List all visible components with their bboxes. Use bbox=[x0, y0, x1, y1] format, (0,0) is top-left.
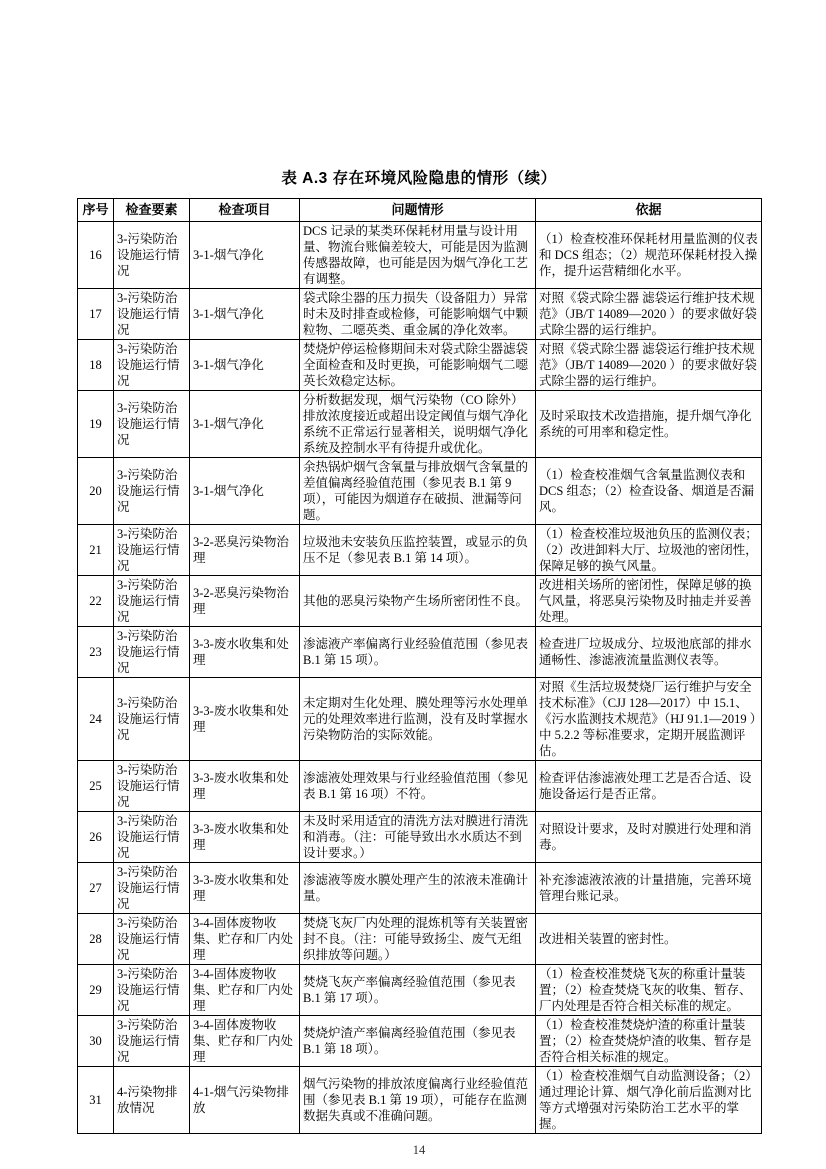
cell-basis: 改进相关装置的密封性。 bbox=[536, 914, 762, 965]
cell-element: 4-污染物排放情况 bbox=[114, 1067, 190, 1134]
cell-no: 27 bbox=[78, 863, 114, 914]
cell-problem: 分析数据发现，烟气污染物（CO 除外）排放浓度接近或超出设定阈值与烟气净化系统不正常运行显著相关，说明烟气净化系统及控制水平有待提升或优化。 bbox=[300, 391, 536, 458]
cell-no: 26 bbox=[78, 812, 114, 863]
cell-basis: （1）检查校准焚烧炉渣的称重计量装置；（2）检查焚烧炉渣的收集、暂存是否符合相关标准的规定。 bbox=[536, 1016, 762, 1067]
cell-no: 16 bbox=[78, 222, 114, 289]
cell-element: 3-污染防治设施运行情况 bbox=[114, 863, 190, 914]
cell-element: 3-污染防治设施运行情况 bbox=[114, 914, 190, 965]
cell-basis: 改进相关场所的密闭性，保障足够的换气风量，将恶臭污染物及时抽走并妥善处理。 bbox=[536, 576, 762, 627]
cell-basis: 检查进厂垃圾成分、垃圾池底部的排水通畅性、渗滤液流量监测仪表等。 bbox=[536, 627, 762, 678]
cell-element: 3-污染防治设施运行情况 bbox=[114, 289, 190, 340]
cell-basis: （1）检查校准环保耗材用量监测的仪表和 DCS 组态；（2）规范环保耗材投入操作，提升运营精细化水平。 bbox=[536, 222, 762, 289]
cell-item: 3-3-废水收集和处理 bbox=[190, 761, 300, 812]
column-header-no: 序号 bbox=[78, 199, 114, 222]
cell-problem: 焚烧炉渣产率偏离经验值范围（参见表 B.1 第 18 项）。 bbox=[300, 1016, 536, 1067]
cell-no: 25 bbox=[78, 761, 114, 812]
cell-item: 3-3-废水收集和处理 bbox=[190, 863, 300, 914]
cell-problem: 袋式除尘器的压力损失（设备阻力）异常时未及时排查或检修，可能影响烟气中颗粒物、二噁英类、重金属的净化效率。 bbox=[300, 289, 536, 340]
table-row bbox=[78, 289, 762, 340]
risk-table bbox=[77, 198, 762, 1134]
cell-problem: 焚烧炉停运检修期间未对袋式除尘器滤袋全面检查和及时更换，可能影响烟气二噁英长效稳定达标。 bbox=[300, 340, 536, 391]
cell-element: 3-污染防治设施运行情况 bbox=[114, 627, 190, 678]
cell-problem: 焚烧飞灰厂内处理的混炼机等有关装置密封不良。（注：可能导致扬尘、废气无组织排放等问题。） bbox=[300, 914, 536, 965]
cell-element: 3-污染防治设施运行情况 bbox=[114, 812, 190, 863]
cell-no: 30 bbox=[78, 1016, 114, 1067]
cell-no: 23 bbox=[78, 627, 114, 678]
cell-basis: （1）检查校准垃圾池负压的监测仪表；（2）改进卸料大厅、垃圾池的密闭性，保障足够的换气风量。 bbox=[536, 525, 762, 576]
table-row bbox=[78, 1016, 762, 1067]
cell-basis: 对照《袋式除尘器 滤袋运行维护技术规范》（JB/T 14089—2020 ）的要求做好袋式除尘器的运行维护。 bbox=[536, 289, 762, 340]
cell-item: 3-1-烟气净化 bbox=[190, 222, 300, 289]
table-row bbox=[78, 391, 762, 458]
cell-item: 3-3-废水收集和处理 bbox=[190, 678, 300, 761]
cell-basis: 对照《生活垃圾焚烧厂运行维护与安全技术标准》（CJJ 128—2017）中 15.1、《污水监测技术规范》（HJ 91.1—2019 ）中 5.2.2 等标准要求，定期开展监测评估。 bbox=[536, 678, 762, 761]
table-row bbox=[78, 914, 762, 965]
cell-no: 31 bbox=[78, 1067, 114, 1134]
cell-item: 3-3-废水收集和处理 bbox=[190, 627, 300, 678]
cell-problem: 渗滤液处理效果与行业经验值范围（参见表 B.1 第 16 项）不符。 bbox=[300, 761, 536, 812]
cell-problem: 渗滤液产率偏离行业经验值范围（参见表 B.1 第 15 项）。 bbox=[300, 627, 536, 678]
page-number: 14 bbox=[412, 1143, 426, 1157]
table-row bbox=[78, 525, 762, 576]
cell-problem: 其他的恶臭污染物产生场所密闭性不良。 bbox=[300, 576, 536, 627]
cell-element: 3-污染防治设施运行情况 bbox=[114, 222, 190, 289]
cell-no: 22 bbox=[78, 576, 114, 627]
cell-item: 3-1-烟气净化 bbox=[190, 391, 300, 458]
cell-problem: 焚烧飞灰产率偏离经验值范围（参见表 B.1 第 17 项）。 bbox=[300, 965, 536, 1016]
cell-element: 3-污染防治设施运行情况 bbox=[114, 458, 190, 525]
cell-problem: 未定期对生化处理、膜处理等污水处理单元的处理效率进行监测，没有及时掌握水污染物防治的实际效能。 bbox=[300, 678, 536, 761]
cell-item: 3-4-固体废物收集、贮存和厂内处理 bbox=[190, 1016, 300, 1067]
cell-item: 3-1-烟气净化 bbox=[190, 458, 300, 525]
cell-basis: 对照《袋式除尘器 滤袋运行维护技术规范》（JB/T 14089—2020 ）的要求做好袋式除尘器的运行维护。 bbox=[536, 340, 762, 391]
cell-basis: 及时采取技术改造措施，提升烟气净化系统的可用率和稳定性。 bbox=[536, 391, 762, 458]
cell-no: 17 bbox=[78, 289, 114, 340]
column-header-basis: 依据 bbox=[536, 199, 762, 222]
column-header-element: 检查要素 bbox=[114, 199, 190, 222]
table-row bbox=[78, 627, 762, 678]
cell-basis: （1）检查校准烟气自动监测设备；（2）通过理论计算、烟气净化前后监测对比等方式增强对污染防治工艺水平的掌握。 bbox=[536, 1067, 762, 1134]
cell-problem: 烟气污染物的排放浓度偏离行业经验值范围（参见表 B.1 第 19 项），可能存在监测数据失真或不准确问题。 bbox=[300, 1067, 536, 1134]
cell-item: 3-1-烟气净化 bbox=[190, 289, 300, 340]
cell-element: 3-污染防治设施运行情况 bbox=[114, 576, 190, 627]
cell-no: 20 bbox=[78, 458, 114, 525]
column-header-item: 检查项目 bbox=[190, 199, 300, 222]
table-row bbox=[78, 576, 762, 627]
cell-basis: 检查评估渗滤液处理工艺是否合适、设施设备运行是否正常。 bbox=[536, 761, 762, 812]
cell-element: 3-污染防治设施运行情况 bbox=[114, 391, 190, 458]
table-row bbox=[78, 863, 762, 914]
cell-item: 3-2-恶臭污染物治理 bbox=[190, 576, 300, 627]
table-row bbox=[78, 1067, 762, 1134]
cell-no: 21 bbox=[78, 525, 114, 576]
cell-item: 3-4-固体废物收集、贮存和厂内处理 bbox=[190, 965, 300, 1016]
table-header-row bbox=[78, 199, 762, 222]
cell-item: 4-1-烟气污染物排放 bbox=[190, 1067, 300, 1134]
cell-item: 3-1-烟气净化 bbox=[190, 340, 300, 391]
table-row bbox=[78, 222, 762, 289]
cell-item: 3-3-废水收集和处理 bbox=[190, 812, 300, 863]
cell-no: 24 bbox=[78, 678, 114, 761]
table-row bbox=[78, 458, 762, 525]
cell-element: 3-污染防治设施运行情况 bbox=[114, 761, 190, 812]
cell-element: 3-污染防治设施运行情况 bbox=[114, 678, 190, 761]
cell-problem: 垃圾池未安装负压监控装置，或显示的负压不足（参见表 B.1 第 14 项）。 bbox=[300, 525, 536, 576]
cell-basis: 补充渗滤液浓液的计量措施，完善环境管理台账记录。 bbox=[536, 863, 762, 914]
cell-basis: （1）检查校准烟气含氧量监测仪表和 DCS 组态；（2）检查设备、烟道是否漏风。 bbox=[536, 458, 762, 525]
table-row bbox=[78, 761, 762, 812]
cell-element: 3-污染防治设施运行情况 bbox=[114, 525, 190, 576]
table-row bbox=[78, 340, 762, 391]
cell-item: 3-2-恶臭污染物治理 bbox=[190, 525, 300, 576]
table-row bbox=[78, 965, 762, 1016]
cell-no: 18 bbox=[78, 340, 114, 391]
cell-element: 3-污染防治设施运行情况 bbox=[114, 1016, 190, 1067]
cell-basis: 对照设计要求，及时对膜进行处理和消毒。 bbox=[536, 812, 762, 863]
cell-no: 19 bbox=[78, 391, 114, 458]
cell-element: 3-污染防治设施运行情况 bbox=[114, 340, 190, 391]
column-header-problem: 问题情形 bbox=[300, 199, 536, 222]
document-content bbox=[77, 166, 761, 1158]
table-row bbox=[78, 812, 762, 863]
cell-problem: 余热锅炉烟气含氧量与排放烟气含氧量的差值偏离经验值范围（参见表 B.1 第 9 项），可能因为烟道存在破损、泄漏等问题。 bbox=[300, 458, 536, 525]
cell-no: 28 bbox=[78, 914, 114, 965]
cell-item: 3-4-固体废物收集、贮存和厂内处理 bbox=[190, 914, 300, 965]
cell-problem: DCS 记录的某类环保耗材用量与设计用量、物流台账偏差较大，可能是因为监测传感器故障，也可能是因为烟气净化工艺有调整。 bbox=[300, 222, 536, 289]
cell-problem: 未及时采用适宜的清洗方法对膜进行清洗和消毒。（注：可能导致出水水质达不到设计要求。） bbox=[300, 812, 536, 863]
table-title: 表 A.3 存在环境风险隐患的情形（续） bbox=[281, 170, 557, 187]
table-row bbox=[78, 678, 762, 761]
cell-problem: 渗滤液等废水膜处理产生的浓液未准确计量。 bbox=[300, 863, 536, 914]
cell-element: 3-污染防治设施运行情况 bbox=[114, 965, 190, 1016]
cell-basis: （1）检查校准焚烧飞灰的称重计量装置；（2）检查焚烧飞灰的收集、暂存、厂内处理是否符合相关标准的规定。 bbox=[536, 965, 762, 1016]
cell-no: 29 bbox=[78, 965, 114, 1016]
